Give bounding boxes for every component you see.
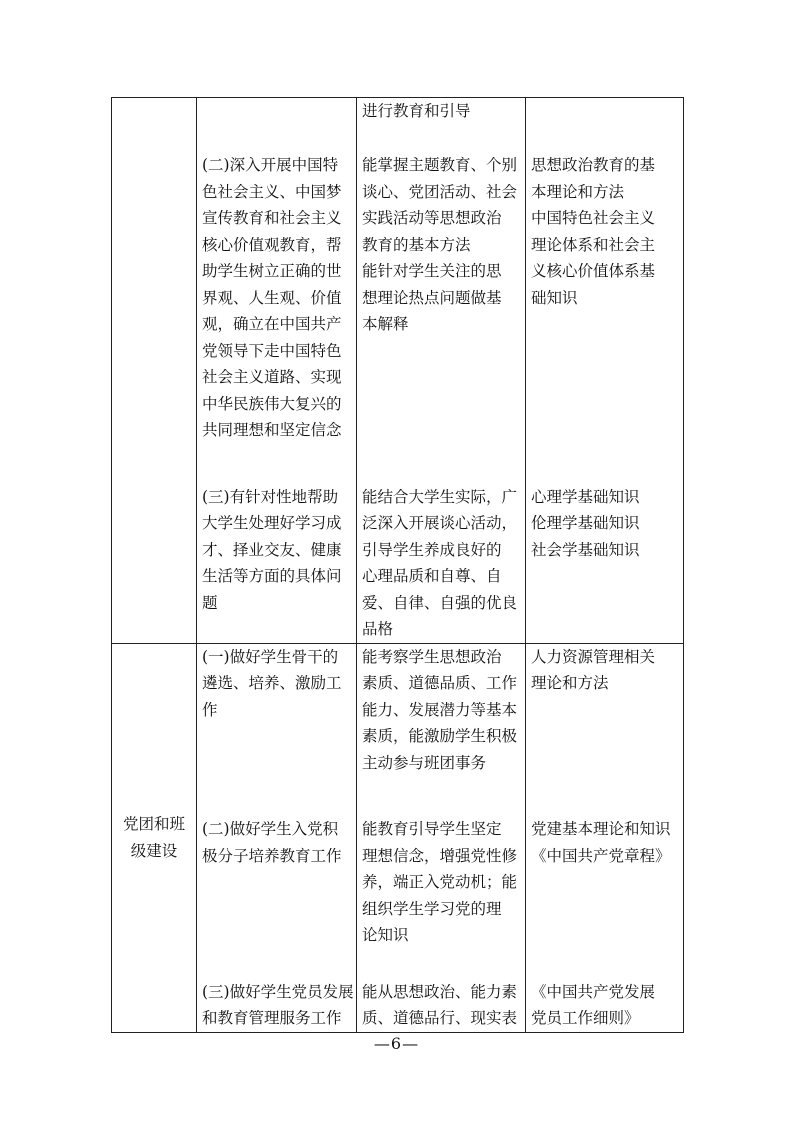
ability-item: 能结合大学生实际，广 泛深入开展谈心活动， 引导学生养成良好的 心理品质和自尊、自 爱、自律、自强的优良 品格 <box>362 487 518 638</box>
duty-table <box>111 97 684 1033</box>
knowledge-item <box>531 98 683 140</box>
task-item: (三)做好学生党员发展 和教育管理服务工作 <box>202 982 354 1027</box>
task-cell <box>197 98 357 644</box>
knowledge-cell <box>526 98 684 644</box>
task-item: (三)有针对性地帮助 大学生处理好学习成 才、择业交友、健康 生活等方面的具体问 题 <box>202 487 342 612</box>
task-item: (二)深入开展中国特 色社会主义、中国梦 宣传教育和社会主义 核心价值观教育，帮 助学生树立正确的世 界观、人生观、价值 观，确立在中国共产 党领导下走中国特色 社会主义道路、实现 中华民族伟大复兴的 共同理想和坚定信念 <box>202 156 342 439</box>
ability-item: 进行教育和引导 <box>362 102 471 120</box>
category-cell <box>112 643 197 1032</box>
category-cell <box>112 98 197 644</box>
knowledge-cell <box>526 643 684 1032</box>
ability-item: 能教育引导学生坚定 理想信念，增强党性修 养，端正入党动机；能 组织学生学习党的理 论知识 <box>362 820 518 944</box>
knowledge-item: 思想政治教育的基 本理论和方法 中国特色社会主义 理论体系和社会主 义核心价值体系基 础知识 <box>531 156 656 307</box>
knowledge-item: 人力资源管理相关 理论和方法 <box>531 647 656 692</box>
knowledge-item: 心理学基础知识 伦理学基础知识 社会学基础知识 <box>531 487 640 559</box>
knowledge-item: 党建基本理论和知识 《中国共产党章程》 <box>531 820 671 865</box>
ability-cell <box>357 643 526 1032</box>
table-row-section-1 <box>112 98 684 644</box>
task-item <box>202 98 356 140</box>
knowledge-item: 《中国共产党发展 党员工作细则》 <box>531 982 656 1027</box>
ability-item: 能考察学生思想政治 素质、道德品质、工作 能力、发展潜力等基本 素质，能激励学生积极 主动参与班团事务 <box>362 647 518 772</box>
task-cell <box>197 643 357 1032</box>
ability-cell <box>357 98 526 644</box>
ability-item: 能从思想政治、能力素 质、道德品行、现实表 <box>362 982 518 1027</box>
task-item: (二)做好学生入党积 极分子培养教育工作 <box>202 820 342 865</box>
category-label: 党团和班 级建设 <box>122 815 185 860</box>
page-number: —6— <box>373 1034 420 1053</box>
table-row-section-2 <box>112 643 684 1032</box>
task-item: (一)做好学生骨干的 遴选、培养、激励工 作 <box>202 647 342 719</box>
ability-item: 能掌握主题教育、个别 谈心、党团活动、社会 实践活动等思想政治 教育的基本方法 能针对学生关注的思 想理论热点问题做基 本解释 <box>362 156 518 333</box>
